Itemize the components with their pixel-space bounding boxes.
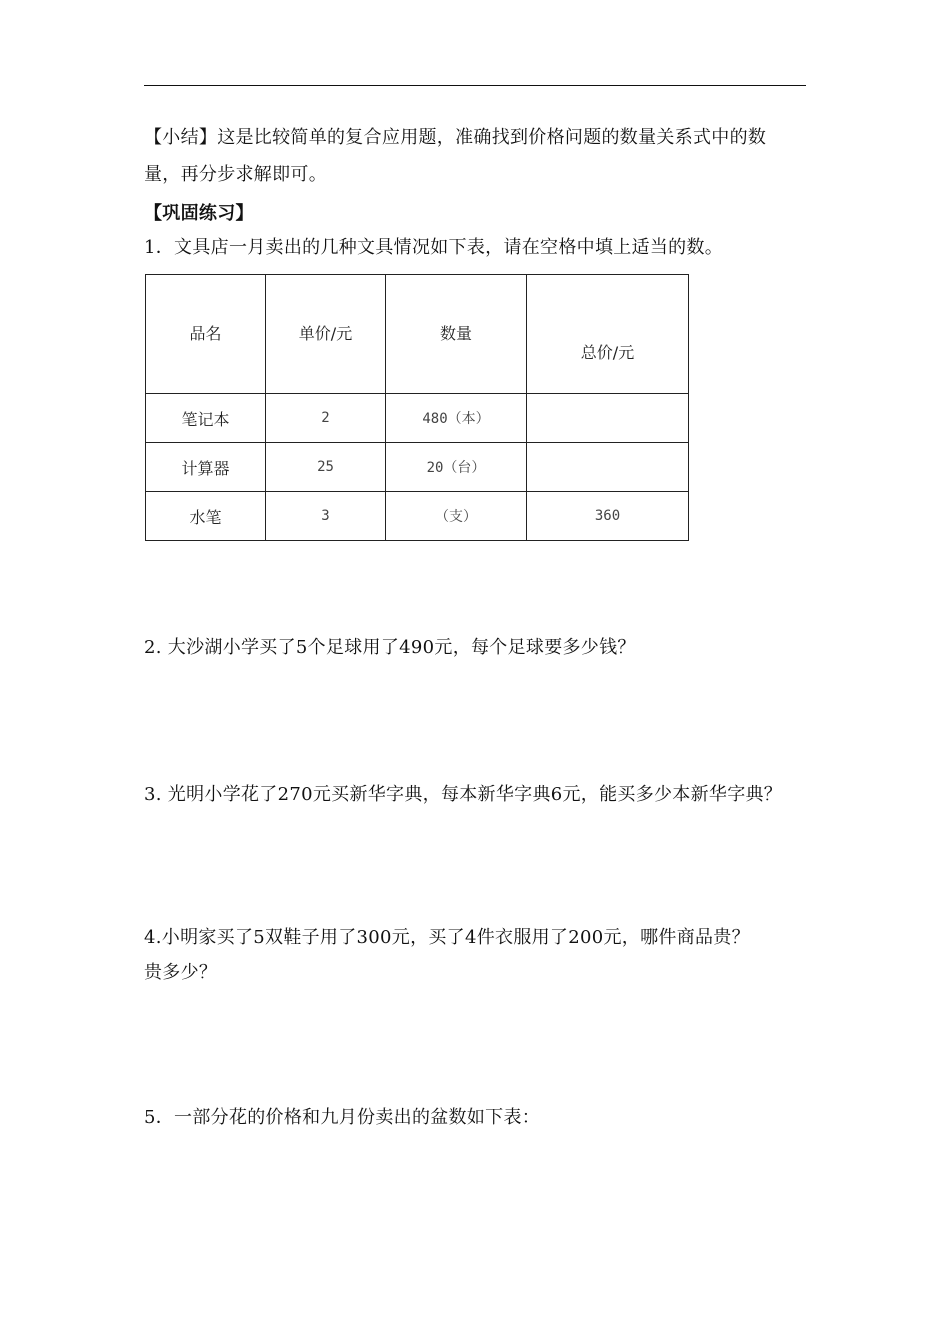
table-cell-quantity: （支） — [386, 492, 527, 541]
question-1-text: 1．文具店一月卖出的几种文具情况如下表，请在空格中填上适当的数。 — [144, 237, 724, 258]
table-cell-quantity: 480（本） — [386, 394, 527, 443]
table-cell-total — [527, 394, 689, 443]
table-row — [146, 492, 689, 541]
question-3-text: 3. 光明小学花了270元买新华字典，每本新华字典6元，能买多少本新华字典？ — [144, 784, 783, 805]
table-cell-price: 3 — [266, 492, 386, 541]
stationery-sales-table — [145, 274, 689, 541]
table-header-row — [146, 275, 689, 394]
table-header-cell: 数量 — [386, 275, 527, 394]
table-header-cell: 品名 — [146, 275, 266, 394]
question-4-line-2: 贵多少？ — [144, 962, 218, 983]
question-4-line-1: 4.小明家买了5双鞋子用了300元，买了4件衣服用了200元，哪件商品贵？ — [144, 927, 750, 948]
table-cell-name: 水笔 — [146, 492, 266, 541]
table-header-cell: 单价/元 — [266, 275, 386, 394]
header-rule — [144, 85, 806, 86]
summary-line-1: 【小结】这是比较简单的复合应用题，准确找到价格问题的数量关系式中的数 — [144, 127, 767, 148]
table-cell-total: 360 — [527, 492, 689, 541]
table-row — [146, 443, 689, 492]
table-cell-quantity: 20（台） — [386, 443, 527, 492]
table-cell-price: 25 — [266, 443, 386, 492]
question-5-text: 5．一部分花的价格和九月份卖出的盆数如下表： — [144, 1107, 541, 1128]
summary-line-2: 量，再分步求解即可。 — [144, 164, 327, 185]
section-title: 【巩固练习】 — [144, 203, 254, 224]
table-cell-total — [527, 443, 689, 492]
table-cell-price: 2 — [266, 394, 386, 443]
table-cell-name: 笔记本 — [146, 394, 266, 443]
question-2-text: 2. 大沙湖小学买了5个足球用了490元，每个足球要多少钱？ — [144, 637, 636, 658]
table-header-cell: 总价/元 — [527, 275, 689, 394]
table-row — [146, 394, 689, 443]
table-cell-name: 计算器 — [146, 443, 266, 492]
